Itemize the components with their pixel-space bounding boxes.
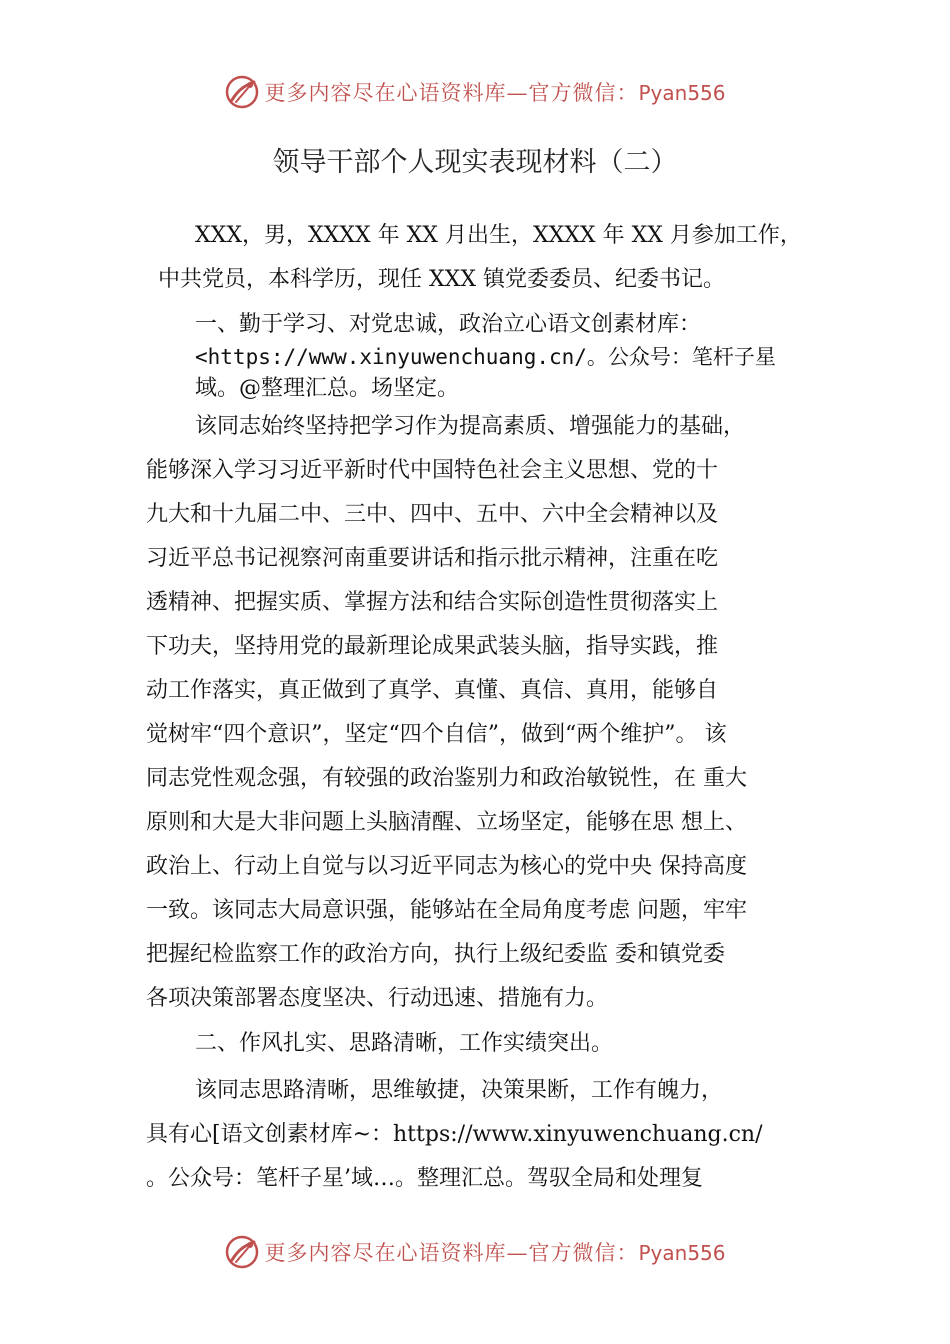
intro-line: XXX，男，XXXX 年 XX 月出生，XXXX 年 XX 月参加工作， bbox=[195, 223, 802, 248]
body-line: 把握纪检监察工作的政治方向，执行上级纪委监 委和镇党委 bbox=[146, 942, 725, 967]
footer-watermark-banner bbox=[0, 1232, 950, 1272]
section-1-line: <https://www.xinyuwenchuang.cn/。公众号：笔杆子星 bbox=[195, 345, 776, 369]
body-line: 动工作落实，真正做到了真学、真懂、真信、真用，能够自 bbox=[146, 678, 719, 703]
body-line: 觉树牢“四个意识”，坚定“四个自信”，做到“两个维护”。 该 bbox=[146, 722, 727, 747]
section-1-line: 域。@整理汇总。场坚定。 bbox=[195, 376, 460, 401]
body-line: 透精神、把握实质、掌握方法和结合实际创造性贯彻落实上 bbox=[146, 590, 719, 615]
section-1-heading bbox=[195, 309, 776, 405]
watermark-text bbox=[264, 77, 725, 107]
body-paragraph-1-first bbox=[195, 405, 745, 449]
watermark-message: 更多内容尽在心语资料库—官方微信： bbox=[264, 81, 639, 105]
body-line: 九大和十九届二中、三中、四中、五中、六中全会精神以及 bbox=[146, 502, 719, 527]
body-line: 习近平总书记视察河南重要讲话和指示批示精神，注重在吃 bbox=[146, 546, 719, 571]
watermark-text bbox=[264, 1237, 725, 1267]
body-line: 政治上、行动上自觉与以习近平同志为核心的党中央 保持高度 bbox=[146, 854, 747, 879]
body-line: 该同志始终坚持把学习作为提高素质、增强能力的基础， bbox=[195, 414, 746, 439]
body-line: 该同志思路清晰，思维敏捷，决策果断，工作有魄力， bbox=[195, 1078, 724, 1103]
section-1-line: 一、勤于学习、对党忠诚，政治立心语文创素材库： bbox=[195, 312, 702, 337]
body-line: 一致。该同志大局意识强，能够站在全局角度考虑 问题，牢牢 bbox=[146, 898, 747, 923]
section-2-line: 二、作风扎实、思路清晰，工作实绩突出。 bbox=[195, 1031, 614, 1056]
wechat-account: Pyan556 bbox=[638, 1241, 726, 1265]
document-title: 领导干部个人现实表现材料（二） bbox=[272, 147, 678, 178]
intro-paragraph bbox=[195, 214, 802, 258]
body-line: 原则和大是大非问题上头脑清醒、立场坚定，能够在思 想上、 bbox=[146, 810, 747, 835]
body-line: 同志党性观念强，有较强的政治鉴别力和政治敏锐性，在 重大 bbox=[146, 766, 747, 791]
body-line: 各项决策部署态度坚决、行动迅速、措施有力。 bbox=[146, 986, 609, 1011]
body-paragraph-1 bbox=[146, 449, 747, 1021]
intro-line: 中共党员，本科学历，现任 XXX 镇党委委员、纪委书记。 bbox=[158, 267, 725, 292]
watermark-message: 更多内容尽在心语资料库—官方微信： bbox=[264, 1241, 639, 1265]
body-line: 能够深入学习习近平新时代中国特色社会主义思想、党的十 bbox=[146, 458, 719, 483]
brand-logo-icon bbox=[224, 1234, 260, 1270]
intro-paragraph-cont bbox=[158, 258, 725, 302]
header-watermark-banner bbox=[0, 72, 950, 112]
body-line: 具有心[语文创素材库~：https://www.xinyuwenchuang.cn/ bbox=[146, 1122, 763, 1147]
wechat-account: Pyan556 bbox=[638, 81, 726, 105]
section-2-heading bbox=[195, 1022, 613, 1066]
brand-logo-icon bbox=[224, 74, 260, 110]
body-paragraph-2 bbox=[146, 1113, 763, 1201]
body-line: 下功夫，坚持用党的最新理论成果武装头脑，指导实践，推 bbox=[146, 634, 719, 659]
body-paragraph-2-first bbox=[195, 1069, 723, 1113]
body-line: 。公众号：笔杆子星’域…。整理汇总。驾驭全局和处理复 bbox=[146, 1166, 703, 1191]
